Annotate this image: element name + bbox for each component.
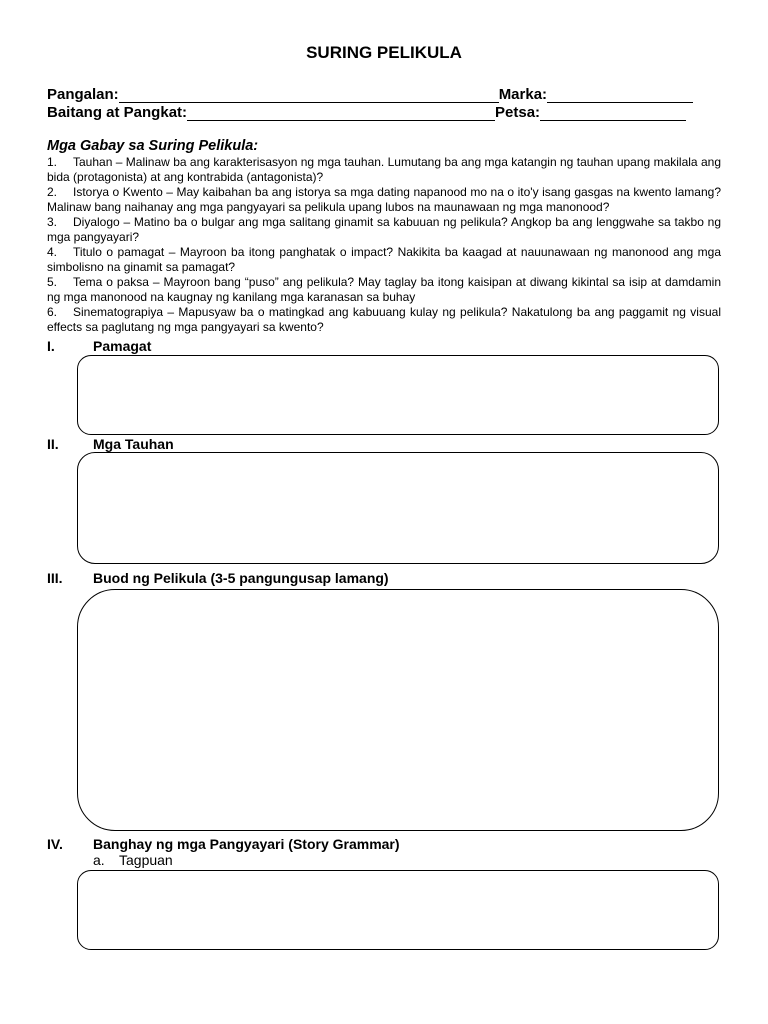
- section-date-row: [47, 104, 686, 121]
- name-label: Pangalan:: [47, 86, 119, 103]
- guide-item: 6. Sinematograpiya – Mapusyaw ba o matingkad ang kabuuang kulay ng pelikula? Nakatulong ba ang paggamit ng visual effects sa paglutang ng mga pangyayari sa kwento?: [47, 305, 721, 334]
- section-title-tauhan: II. Mga Tauhan: [47, 436, 174, 452]
- guide-item: 4. Titulo o pamagat – Mayroon ba itong panghatak o impact? Nakikita ba kaagad at nauunawaan ng manonood ang mga simbolisno na ginamit sa pamagat?: [47, 245, 721, 274]
- guide-item: 1. Tauhan – Malinaw ba ang karakterisasyon ng mga tauhan. Lumutang ba ang mga katangin ng tauhan upang makilala ang bida (protagonista) at ang kontrabida (antagonista)?: [47, 155, 721, 184]
- guide-item: 5. Tema o paksa – Mayroon bang “puso” ang pelikula? May taglay ba itong kaisipan at diwang kikintal sa isip at damdamin ng mga manonood na kaugnay ng kanilang mga karanasan sa buhay: [47, 275, 721, 304]
- guide-item: 2. Istorya o Kwento – May kaibahan ba ang istorya sa mga dating napanood mo na o ito'y isang gasgas na kwento lamang? Malinaw bang naihanay ang mga pangyayari sa pelikula upang lubos na maunawaan ng mga manonood?: [47, 185, 721, 214]
- section-title-pamagat: I. Pamagat: [47, 338, 152, 354]
- pamagat-answer-box[interactable]: [77, 355, 719, 435]
- tauhan-answer-box[interactable]: [77, 452, 719, 564]
- guide-list: [47, 155, 721, 335]
- date-label: Petsa:: [495, 104, 541, 121]
- guide-item: 3. Diyalogo – Matino ba o bulgar ang mga salitang ginamit sa kabuuan ng pelikula? Angkop ba ang lenggwahe sa takbo ng mga pangyayari?: [47, 215, 721, 244]
- subsection-tagpuan: a. Tagpuan: [93, 852, 173, 868]
- tagpuan-answer-box[interactable]: [77, 870, 719, 950]
- section-label: Baitang at Pangkat:: [47, 104, 188, 121]
- name-grade-row: [47, 86, 693, 103]
- grade-field[interactable]: [547, 88, 693, 103]
- name-field[interactable]: [119, 88, 499, 103]
- buod-answer-box[interactable]: [77, 589, 719, 831]
- guide-heading: Mga Gabay sa Suring Pelikula:: [47, 138, 259, 154]
- section-field[interactable]: [187, 106, 495, 121]
- grade-label: Marka:: [498, 86, 548, 103]
- section-title-banghay: IV. Banghay ng mga Pangyayari (Story Grammar): [47, 836, 400, 852]
- page-title: SURING PELIKULA: [306, 43, 462, 62]
- section-title-buod: III. Buod ng Pelikula (3-5 pangungusap lamang): [47, 570, 389, 586]
- date-field[interactable]: [540, 106, 686, 121]
